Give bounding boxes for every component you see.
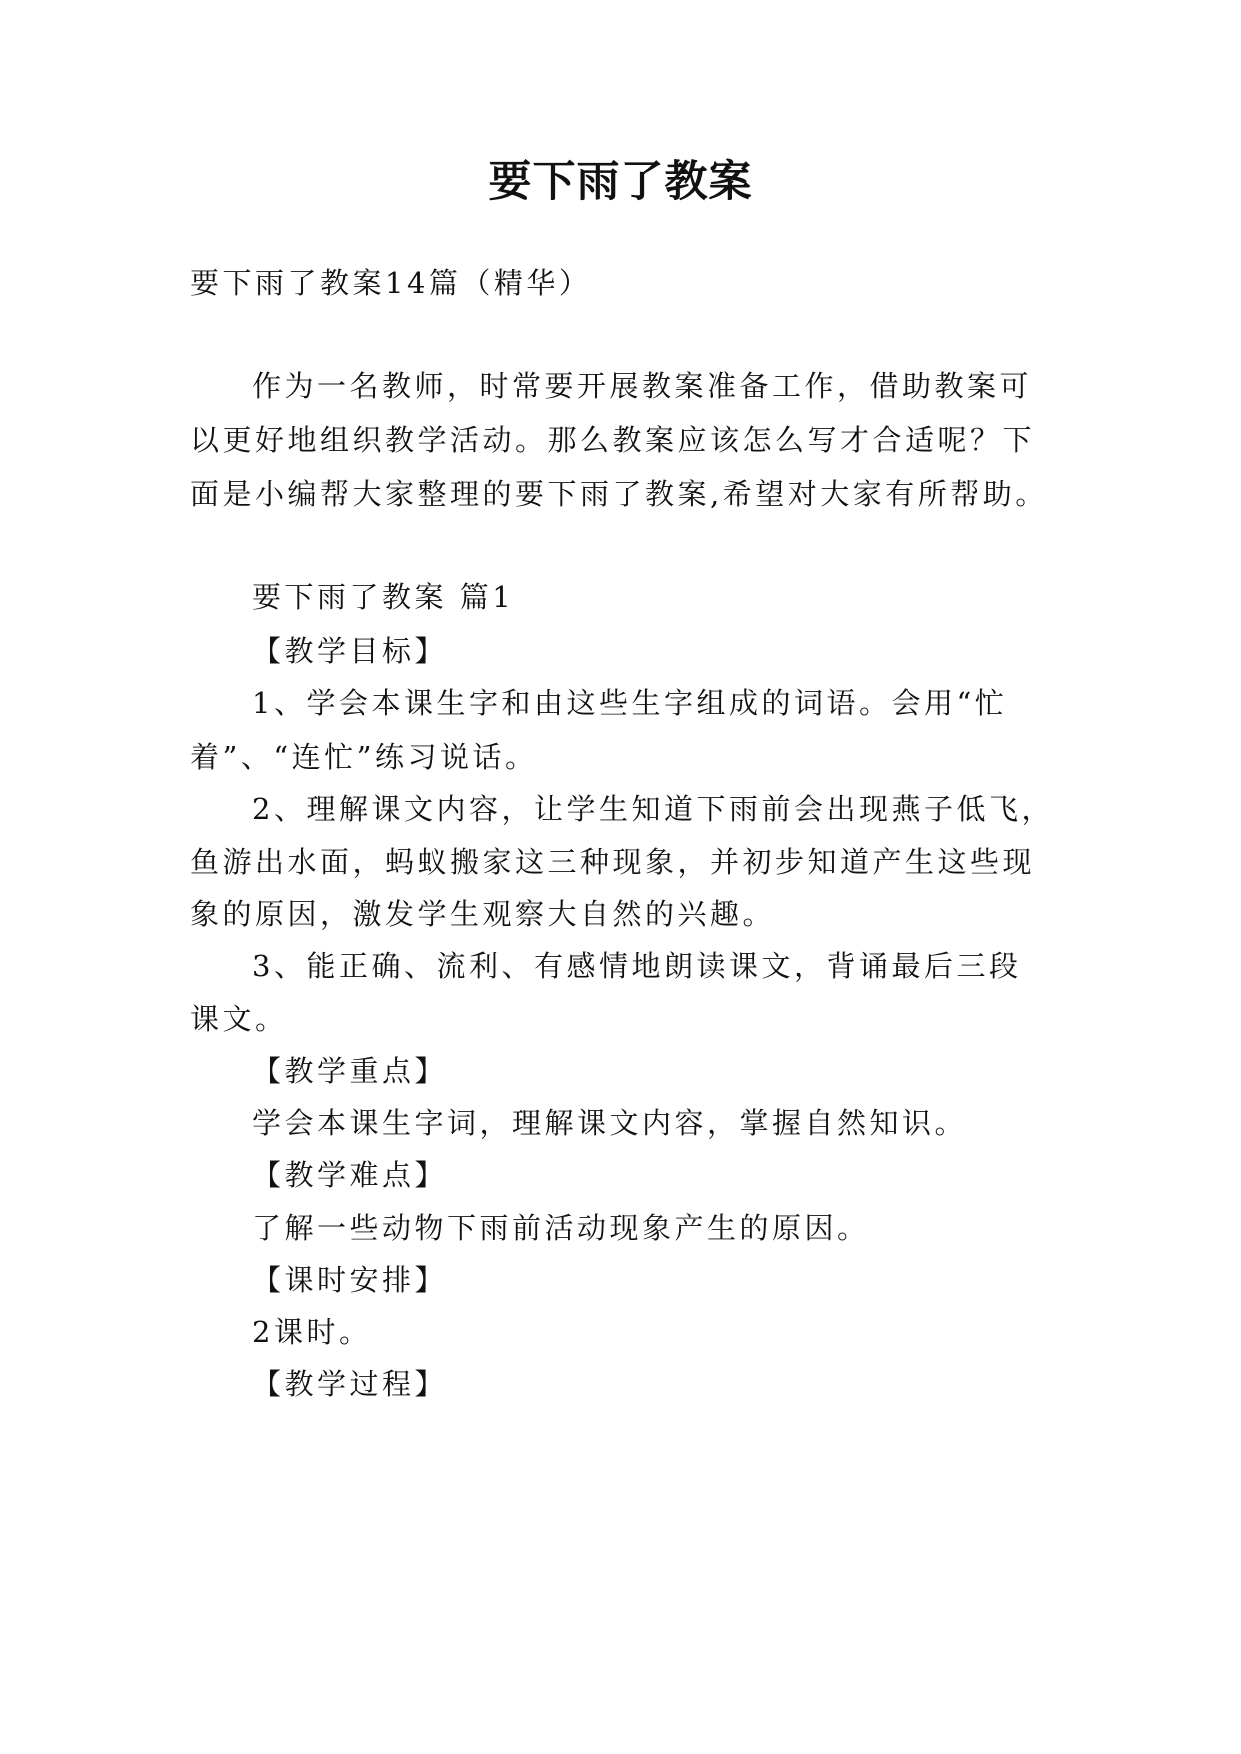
objective-3-line-1: 3、能正确、流利、有感情地朗读课文，背诵最后三段 xyxy=(252,949,1022,983)
objectives-heading: 【教学目标】 xyxy=(252,634,448,668)
schedule-heading: 【课时安排】 xyxy=(252,1263,448,1297)
objective-2-line-2: 鱼游出水面，蚂蚁搬家这三种现象，并初步知道产生这些现 xyxy=(190,845,1036,879)
objective-1-line-1: 1、学会本课生字和由这些生字组成的词语。会用“忙 xyxy=(252,686,1008,720)
process-heading: 【教学过程】 xyxy=(252,1367,448,1401)
difficulty-heading: 【教学难点】 xyxy=(252,1158,448,1192)
section-heading: 要下雨了教案 篇1 xyxy=(252,580,515,614)
document-subtitle: 要下雨了教案14篇（精华） xyxy=(190,266,592,300)
key-points-text: 学会本课生字词，理解课文内容，掌握自然知识。 xyxy=(252,1106,968,1140)
objective-3-line-2: 课文。 xyxy=(190,1002,288,1036)
difficulty-text: 了解一些动物下雨前活动现象产生的原因。 xyxy=(252,1211,870,1245)
schedule-text: 2课时。 xyxy=(252,1315,372,1349)
intro-line-1: 作为一名教师，时常要开展教案准备工作，借助教案可 xyxy=(252,369,1033,403)
key-points-heading: 【教学重点】 xyxy=(252,1054,448,1088)
objective-2-line-3: 象的原因，激发学生观察大自然的兴趣。 xyxy=(190,897,776,931)
document-title: 要下雨了教案 xyxy=(488,157,753,207)
intro-line-3: 面是小编帮大家整理的要下雨了教案,希望对大家有所帮助。 xyxy=(190,477,1048,511)
objective-1-line-2: 着”、“连忙”练习说话。 xyxy=(190,740,538,774)
objective-2-line-1: 2、理解课文内容，让学生知道下雨前会出现燕子低飞， xyxy=(252,792,1054,826)
intro-line-2: 以更好地组织教学活动。那么教案应该怎么写才合适呢？下 xyxy=(190,423,1036,457)
